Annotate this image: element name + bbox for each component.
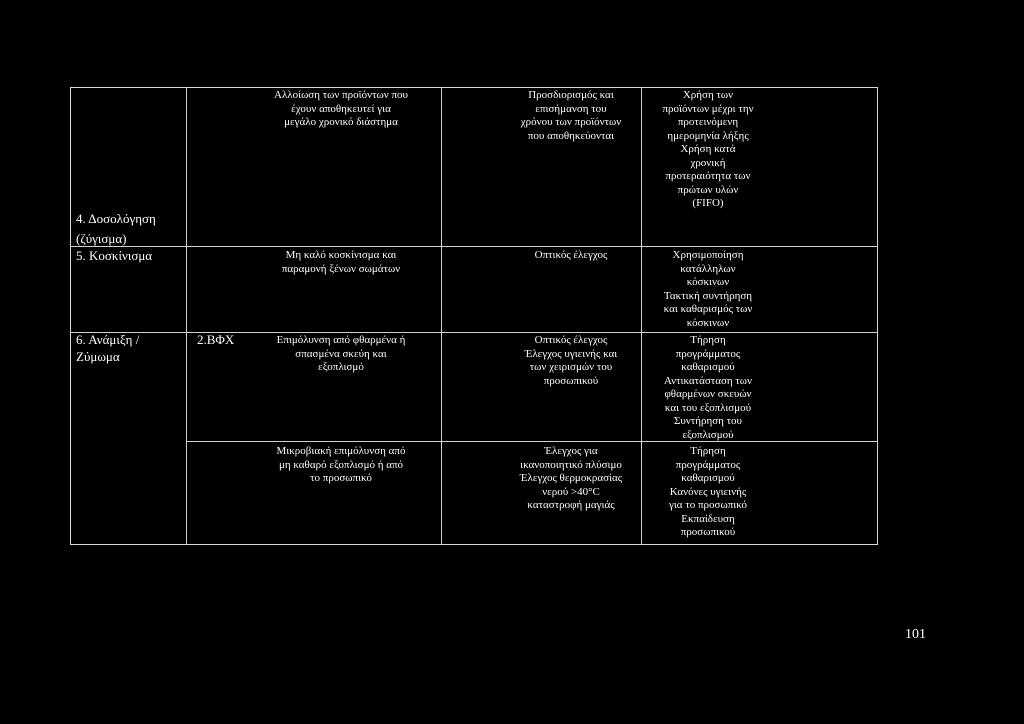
cell-line: Οπτικός έλεγχος <box>534 249 608 261</box>
cell-line: χρόνου των προϊόντων <box>520 116 622 128</box>
danger-cell <box>246 249 436 276</box>
table-column-divider <box>641 87 642 545</box>
cell-line: το προσωπικό <box>310 472 372 484</box>
table-column-divider <box>441 87 442 545</box>
cell-line: Έλεγχος θερμοκρασίας <box>519 472 623 484</box>
measure-cell <box>643 334 773 442</box>
cell-line: κόσκινων <box>686 276 730 288</box>
cell-line: προϊόντων μέχρι την <box>662 102 754 115</box>
cell-line: Τήρηση <box>690 334 726 346</box>
cell-line: προσωπικού <box>680 526 736 538</box>
table-row-divider <box>186 441 878 442</box>
cell-line: Προσδιορισμός και <box>528 89 614 101</box>
cell-line: φθαρμένων σκευών <box>664 388 752 400</box>
cell-line: επισήμανση του <box>535 102 607 115</box>
table-column-divider <box>186 87 187 545</box>
cell-line: Συντήρηση του <box>673 415 743 427</box>
cell-line: προγράμματος <box>675 347 741 360</box>
cell-line: Επιμόλυνση από φθαρμένα ή <box>276 334 406 346</box>
cell-line: προσωπικού <box>543 374 599 387</box>
cell-line: σπασμένα σκεύη και <box>295 347 387 360</box>
cell-line: Τακτική συντήρηση <box>663 289 753 302</box>
cell-line: καθαρισμού <box>681 361 735 373</box>
danger-cell <box>246 89 436 130</box>
cell-line: χρονική <box>690 156 726 169</box>
stage-label: 5. Κοσκίνισμα <box>76 248 153 263</box>
cell-line: κατάλληλων <box>680 262 736 275</box>
cell-line: και καθαρισμός των <box>663 303 753 315</box>
page-number: 101 <box>905 627 926 642</box>
cell-line: μεγάλο χρονικό διάστημα <box>284 116 398 128</box>
cell-line: Μη καλό κοσκίνισμα και <box>285 249 397 261</box>
table-row-divider <box>70 246 878 247</box>
cell-line: Τήρηση <box>690 445 726 457</box>
cell-line: κόσκινων <box>686 316 730 329</box>
cell-line: καθαρισμού <box>681 472 735 484</box>
cell-line: Έλεγχος για <box>544 445 598 457</box>
cell-line: Έλεγχος υγιεινής και <box>524 347 618 360</box>
cell-line: των χειρισμών του <box>529 361 613 373</box>
control-cell <box>502 249 640 263</box>
cell-line: για το προσωπικό <box>668 499 748 511</box>
cell-line: Μικροβιακή επιμόλυνση από <box>276 445 406 457</box>
cell-line: έχουν αποθηκευτεί για <box>291 102 391 115</box>
control-cell <box>502 445 640 513</box>
cell-line: Χρήση των <box>682 89 734 101</box>
control-cell <box>502 334 640 388</box>
cell-line: Κανόνες υγιεινής <box>669 485 747 498</box>
table-row-divider <box>70 332 878 333</box>
stage-label: 6. Ανάμιξη / <box>76 332 140 347</box>
cell-line: εξοπλισμού <box>682 428 734 441</box>
stage-label: Ζύμωμα <box>76 349 120 364</box>
cell-line: πρώτων υλών <box>677 183 739 196</box>
hazard-type: 2.ΒΦΧ <box>197 332 235 347</box>
cell-line: ικανοποιητικό πλύσιμο <box>520 458 622 471</box>
cell-line: Χρησιμοποίηση <box>672 249 744 261</box>
measure-cell <box>643 249 773 330</box>
cell-line: Οπτικός έλεγχος <box>534 334 608 346</box>
cell-line: καταστροφή μαγιάς <box>527 499 615 511</box>
cell-line: νερού >40°C <box>542 485 600 498</box>
measure-cell <box>643 89 773 211</box>
cell-line: εξοπλισμό <box>318 361 364 373</box>
cell-line: προτεινόμενη <box>677 116 739 128</box>
cell-line: προτεραιότητα των <box>665 170 751 182</box>
danger-cell <box>246 334 436 375</box>
measure-cell <box>643 445 773 540</box>
stage-label: (ζύγισμα) <box>76 231 127 246</box>
cell-line: Αλλοίωση των προϊόντων που <box>274 89 408 101</box>
cell-line: και του εξοπλισμού <box>664 401 752 414</box>
cell-line: ημερομηνία λήξης <box>667 129 749 142</box>
control-cell <box>502 89 640 143</box>
stage-label: 4. Δοσολόγηση <box>76 211 156 226</box>
danger-cell <box>246 445 436 486</box>
cell-line: που αποθηκεύονται <box>527 129 615 142</box>
cell-line: προγράμματος <box>675 458 741 471</box>
cell-line: (FIFO) <box>692 197 724 209</box>
cell-line: Χρήση κατά <box>680 143 736 155</box>
cell-line: Εκπαίδευση <box>681 512 735 525</box>
cell-line: παραμονή ξένων σωμάτων <box>281 262 401 275</box>
cell-line: Αντικατάσταση των <box>663 374 753 387</box>
cell-line: μη καθαρό εξοπλισμό ή από <box>278 458 404 471</box>
